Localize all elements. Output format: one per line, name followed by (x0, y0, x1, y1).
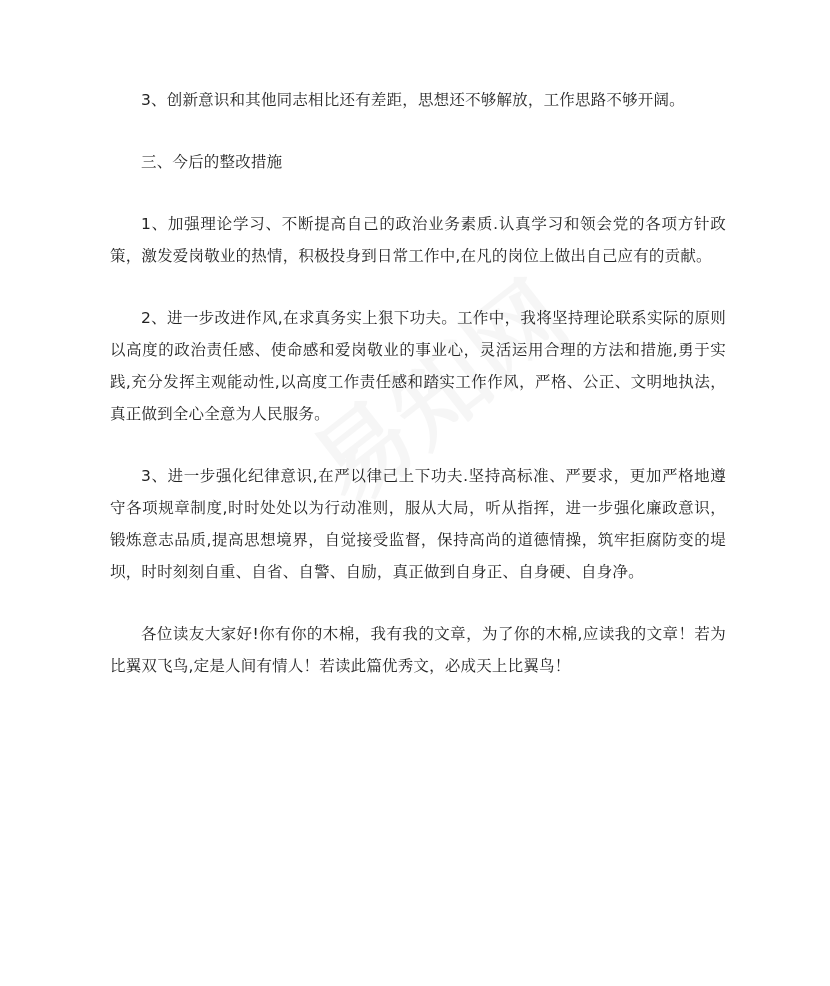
paragraph-innovation-gap: 3、创新意识和其他同志相比还有差距，思想还不够解放，工作思路不够开阔。 (141, 91, 685, 109)
section-heading-rectification: 三、今后的整改措施 (141, 153, 283, 171)
paragraph-theory-study: 1、加强理论学习、不断提高自己的政治业务素质.认真学习和领会党的各项方针政策，激发爱岗敬业的热情，积极投身到日常工作中,在凡的岗位上做出自己应有的贡献。 (110, 215, 726, 265)
paragraph-work-style: 2、进一步改进作风,在求真务实上狠下功夫。工作中，我将坚持理论联系实际的原则以高度的政治责任感、使命感和爱岗敬业的事业心，灵活运用合理的方法和措施,勇于实践,充分发挥主观能动性,以高度工作责任感和踏实工作作风，严格、公正、文明地执法，真正做到全心全意为人民服务。 (110, 309, 726, 423)
document-body (110, 84, 726, 682)
paragraph-reader-greeting: 各位读友大家好!你有你的木棉，我有我的文章，为了你的木棉,应读我的文章！若为比翼双飞鸟,定是人间有情人！若读此篇优秀文，必成天上比翼鸟！ (110, 625, 726, 675)
paragraph-discipline: 3、进一步强化纪律意识,在严以律己上下功夫.坚持高标准、严要求，更加严格地遵守各项规章制度,时时处处以为行动准则，服从大局，听从指挥，进一步强化廉政意识，锻炼意志品质,提高思想境界，自觉接受监督，保持高尚的道德情操，筑牢拒腐防变的堤坝，时时刻刻自重、自省、自警、自励，真正做到自身正、自身硬、自身净。 (110, 467, 726, 581)
